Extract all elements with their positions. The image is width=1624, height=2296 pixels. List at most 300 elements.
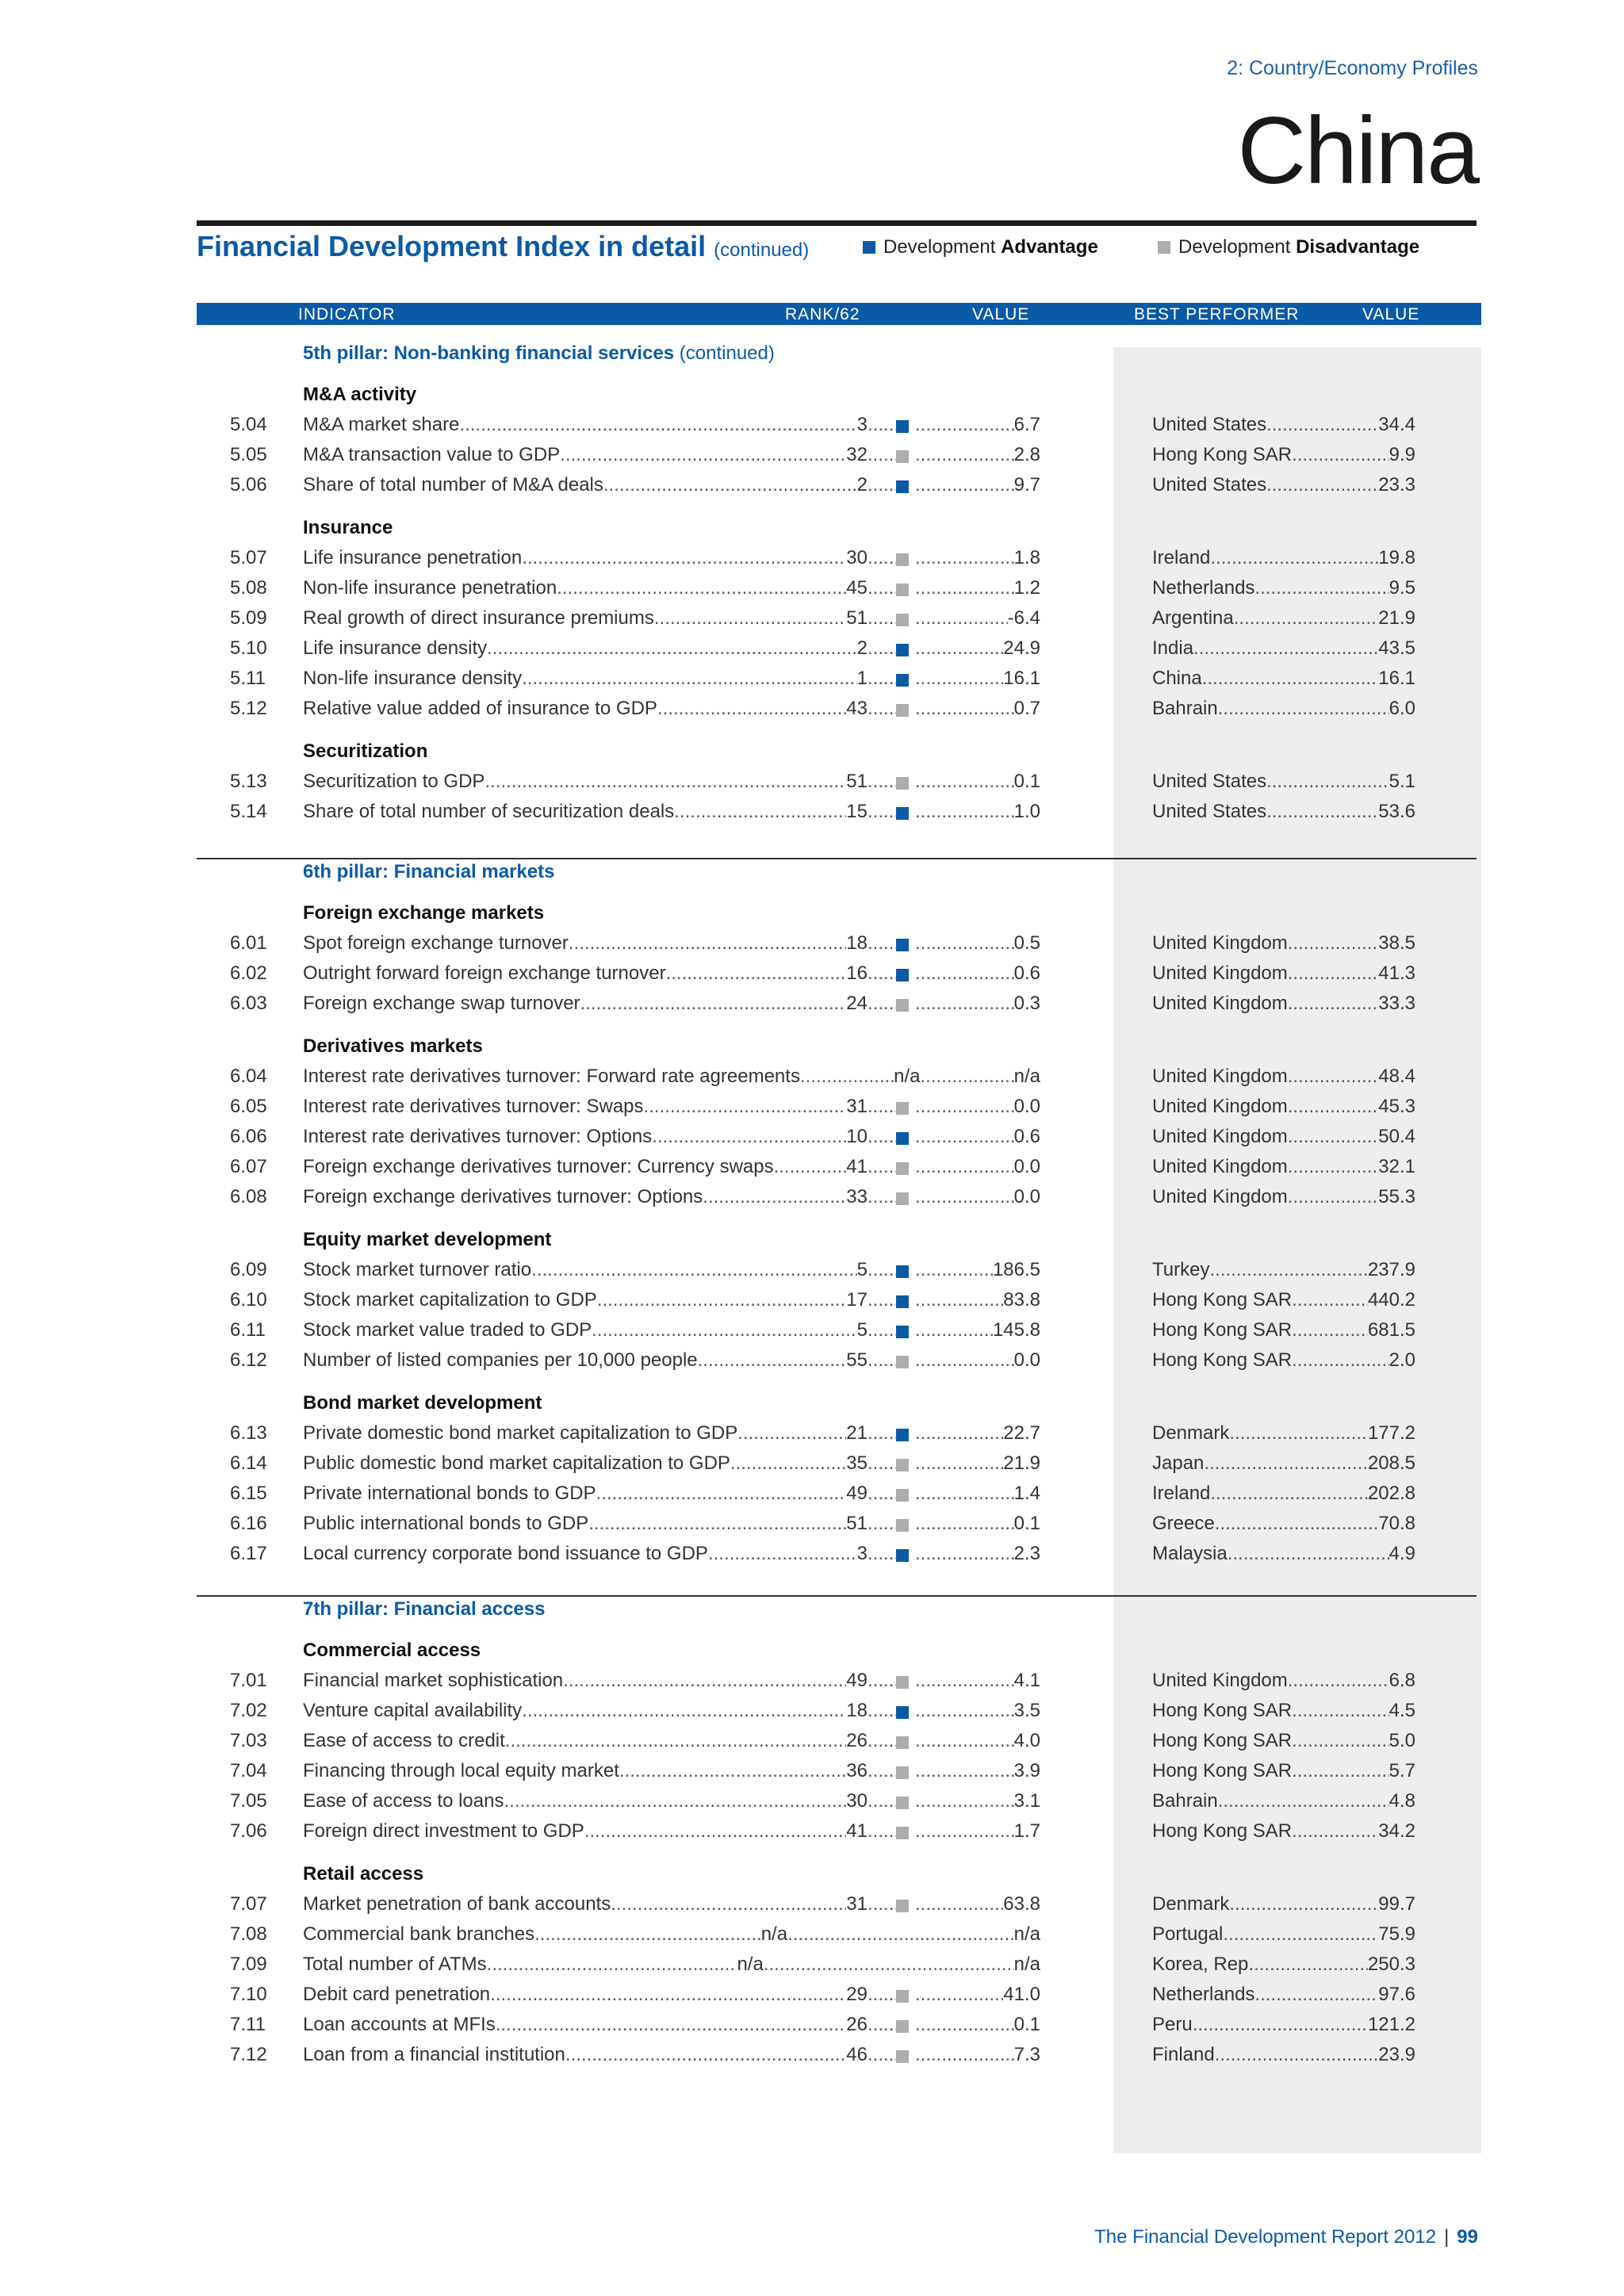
- leader-dots: [603, 474, 857, 496]
- best-performer-value: 5.1: [1388, 771, 1415, 792]
- best-performer-cell: [1152, 932, 1415, 955]
- leader-dots: [563, 1670, 846, 1692]
- header-best-performer: BEST PERFORMER: [1134, 305, 1300, 323]
- leader-dots: [868, 1893, 896, 1915]
- disadvantage-square-icon: [896, 1990, 909, 2003]
- indicator-number: 7.03: [230, 1730, 267, 1751]
- indicator-label-text: Financial market sophistication: [303, 1670, 564, 1691]
- indicator-number: 6.12: [230, 1349, 267, 1371]
- leader-dots: [1254, 1954, 1368, 1976]
- indicator-label-text: Commercial bank branches: [303, 1923, 535, 1945]
- table-row: [0, 1096, 1624, 1126]
- leader-dots: [1223, 1923, 1378, 1946]
- leader-dots: [657, 698, 846, 720]
- best-performer-name: Malaysia: [1152, 1543, 1228, 1564]
- best-performer-cell: [1152, 771, 1415, 793]
- indicator-value-cell: [915, 474, 1040, 496]
- indicator-label: [303, 1923, 1040, 1946]
- best-performer-cell: [1152, 577, 1415, 599]
- indicator-value: 2.3: [1013, 1543, 1040, 1564]
- indicator-label: [303, 1349, 868, 1372]
- best-performer-name: Denmark: [1152, 1422, 1230, 1444]
- leader-dots: [868, 1984, 896, 2006]
- indicator-value-cell: [915, 1349, 1040, 1372]
- indicator-label: [303, 1984, 868, 2006]
- best-performer-name: China: [1152, 668, 1202, 689]
- leader-dots: [1209, 1259, 1367, 1281]
- leader-dots: [459, 414, 856, 436]
- best-performer-value: 4.5: [1388, 1700, 1415, 1721]
- best-performer-value: 48.4: [1378, 1066, 1415, 1087]
- leader-dots: [654, 607, 846, 629]
- indicator-rank: 51: [846, 607, 868, 629]
- indicator-rank: 18: [846, 1700, 868, 1721]
- leader-dots: [1210, 1483, 1368, 1505]
- leader-dots: [584, 1820, 846, 1843]
- leader-dots: [1266, 801, 1378, 823]
- table-row: [0, 1790, 1624, 1820]
- leader-dots: [868, 547, 896, 569]
- best-performer-value: 208.5: [1367, 1452, 1415, 1474]
- disadvantage-square-icon: [896, 1356, 909, 1368]
- leader-dots: [565, 2044, 846, 2066]
- indicator-number: 6.08: [230, 1186, 267, 1207]
- leader-dots: [915, 1893, 1003, 1915]
- table-row: [0, 1543, 1624, 1573]
- best-performer-cell: [1152, 1760, 1415, 1782]
- indicator-label-text: Public international bonds to GDP: [303, 1513, 589, 1534]
- leader-dots: [666, 962, 847, 985]
- best-performer-cell: [1152, 1923, 1415, 1946]
- disadvantage-square-icon: [896, 553, 909, 566]
- indicator-label: [303, 1259, 868, 1281]
- indicator-label: [303, 1700, 868, 1722]
- indicator-label-text: Foreign exchange derivatives turnover: Options: [303, 1186, 703, 1207]
- leader-dots: [915, 577, 1014, 599]
- indicator-rank: 21: [846, 1422, 868, 1444]
- indicator-label-text: Securitization to GDP: [303, 771, 485, 792]
- best-performer-cell: [1152, 414, 1415, 436]
- indicator-rank: 18: [846, 932, 868, 954]
- indicator-label-text: M&A transaction value to GDP: [303, 444, 561, 465]
- best-performer-cell: [1152, 1984, 1415, 2006]
- leader-dots: [596, 1483, 847, 1505]
- indicator-label: [303, 1483, 868, 1505]
- legend-advantage-word: Advantage: [1001, 236, 1098, 258]
- indicator-value: 0.6: [1013, 1126, 1040, 1147]
- best-performer-value: 250.3: [1367, 1954, 1415, 1975]
- indicator-label-text: Spot foreign exchange turnover: [303, 932, 569, 954]
- table-row: [0, 1126, 1624, 1156]
- indicator-number: 7.04: [230, 1760, 267, 1781]
- indicator-label-text: Loan accounts at MFIs: [303, 2014, 496, 2035]
- indicator-value-cell: [915, 962, 1040, 985]
- leader-dots: [868, 1820, 896, 1843]
- indicator-rank: 55: [846, 1349, 868, 1371]
- leader-dots: [1254, 1984, 1378, 2006]
- indicator-label: [303, 801, 868, 823]
- indicator-label: [303, 1954, 1040, 1976]
- indicator-label: [303, 2044, 868, 2066]
- table-row: [0, 474, 1624, 504]
- indicator-value: 1.4: [1013, 1483, 1040, 1504]
- indicator-label: [303, 1670, 868, 1692]
- indicator-value-cell: [915, 932, 1040, 955]
- leader-dots: [504, 1790, 846, 1812]
- best-performer-name: Portugal: [1152, 1923, 1224, 1945]
- indicator-value-cell: [915, 1156, 1040, 1178]
- indicator-label-text: Foreign direct investment to GDP: [303, 1820, 584, 1842]
- leader-dots: [915, 1349, 1014, 1372]
- indicator-value: 4.0: [1013, 1730, 1040, 1751]
- best-performer-name: United Kingdom: [1152, 1066, 1288, 1087]
- leader-dots: [915, 1186, 1014, 1208]
- leader-dots: [557, 577, 846, 599]
- indicator-rank: 5: [856, 1319, 868, 1341]
- leader-dots: [1228, 1543, 1389, 1565]
- table-row: [0, 1483, 1624, 1513]
- table-row: [0, 1289, 1624, 1319]
- table-row: [0, 2044, 1624, 2074]
- best-performer-cell: [1152, 2044, 1415, 2066]
- leader-dots: [915, 1670, 1014, 1692]
- indicator-rank: 45: [846, 577, 868, 599]
- page-title-text: Financial Development Index in detail: [197, 230, 707, 262]
- leader-dots: [1266, 474, 1378, 496]
- best-performer-value: 177.2: [1367, 1422, 1415, 1444]
- leader-dots: [1288, 932, 1379, 955]
- best-performer-cell: [1152, 1126, 1415, 1148]
- indicator-label: [303, 771, 868, 793]
- indicator-rank: 26: [846, 2014, 868, 2035]
- advantage-square-icon: [896, 480, 909, 493]
- indicator-value: 0.1: [1013, 2014, 1040, 2035]
- table-row: [0, 932, 1624, 962]
- best-performer-name: Korea, Rep.: [1152, 1954, 1254, 1975]
- leader-dots: [764, 1954, 1014, 1976]
- indicator-number: 6.05: [230, 1096, 267, 1117]
- indicator-number: 5.10: [230, 637, 267, 659]
- indicator-value: 0.0: [1013, 1096, 1040, 1117]
- leader-dots: [487, 1954, 737, 1976]
- pillar-title: [303, 861, 554, 883]
- leader-dots: [868, 1186, 896, 1208]
- group-title: Derivatives markets: [303, 1035, 483, 1057]
- best-performer-value: 121.2: [1367, 2014, 1415, 2035]
- best-performer-name: Hong Kong SAR: [1152, 444, 1293, 465]
- leader-dots: [1288, 1186, 1379, 1208]
- header-best-value: VALUE: [1362, 305, 1420, 323]
- leader-dots: [915, 1126, 1014, 1148]
- leader-dots: [487, 637, 857, 660]
- indicator-label-text: Share of total number of securitization deals: [303, 801, 675, 822]
- indicator-rank: 26: [846, 1730, 868, 1751]
- leader-dots: [915, 698, 1014, 720]
- leader-dots: [915, 1156, 1014, 1178]
- leader-dots: [868, 444, 896, 466]
- leader-dots: [708, 1543, 857, 1565]
- indicator-number: 7.08: [230, 1923, 267, 1945]
- indicator-label: [303, 1319, 868, 1341]
- indicator-rank: 3: [856, 414, 868, 435]
- indicator-number: 5.09: [230, 607, 267, 629]
- disadvantage-square-icon: [896, 1736, 909, 1749]
- best-performer-name: United Kingdom: [1152, 1126, 1288, 1147]
- best-performer-value: 41.3: [1378, 962, 1415, 984]
- disadvantage-square-icon: [896, 2050, 909, 2063]
- indicator-number: 6.01: [230, 932, 267, 954]
- best-performer-name: Greece: [1152, 1513, 1215, 1534]
- indicator-rank: 49: [846, 1483, 868, 1504]
- indicator-rank: 29: [846, 1984, 868, 2005]
- indicator-value: 24.9: [1003, 637, 1040, 659]
- advantage-square-icon: [896, 969, 909, 982]
- indicator-value: 41.0: [1003, 1984, 1040, 2005]
- indicator-value-cell: [915, 1319, 1040, 1341]
- leader-dots: [868, 577, 896, 599]
- leader-dots: [597, 1289, 846, 1311]
- indicator-label: [303, 1513, 868, 1535]
- indicator-label: [303, 1790, 868, 1812]
- indicator-value: 16.1: [1003, 668, 1040, 689]
- indicator-label-text: Outright forward foreign exchange turnover: [303, 962, 666, 984]
- advantage-square-icon: [896, 1132, 909, 1145]
- best-performer-cell: [1152, 637, 1415, 660]
- leader-dots: [915, 607, 1008, 629]
- best-performer-name: United Kingdom: [1152, 993, 1288, 1014]
- best-performer-name: Hong Kong SAR: [1152, 1820, 1293, 1842]
- best-performer-cell: [1152, 1259, 1415, 1281]
- best-performer-name: Argentina: [1152, 607, 1234, 629]
- indicator-value-cell: [915, 1452, 1040, 1475]
- header-indicator: INDICATOR: [298, 305, 396, 323]
- best-performer-cell: [1152, 444, 1415, 466]
- indicator-value-cell: [915, 771, 1040, 793]
- disadvantage-square-icon: [896, 1676, 909, 1689]
- best-performer-value: 5.7: [1388, 1760, 1415, 1781]
- pillar-title-text: 6th pillar: Financial markets: [303, 861, 555, 882]
- best-performer-cell: [1152, 1820, 1415, 1843]
- leader-dots: [868, 1349, 896, 1372]
- group-title: Commercial access: [303, 1640, 481, 1661]
- indicator-rank: 2: [856, 637, 868, 659]
- leader-dots: [915, 1730, 1014, 1752]
- group-title: Insurance: [303, 517, 393, 538]
- leader-dots: [868, 414, 896, 436]
- leader-dots: [915, 637, 1003, 660]
- indicator-value: 0.5: [1013, 932, 1040, 954]
- best-performer-name: Hong Kong SAR: [1152, 1319, 1293, 1341]
- leader-dots: [868, 2014, 896, 2036]
- indicator-label-text: Local currency corporate bond issuance to GDP: [303, 1543, 708, 1564]
- indicator-rank: 1: [856, 668, 868, 689]
- indicator-value: 3.9: [1013, 1760, 1040, 1781]
- leader-dots: [915, 1760, 1014, 1782]
- best-performer-value: 9.9: [1388, 444, 1415, 465]
- leader-dots: [1202, 668, 1379, 690]
- indicator-number: 7.01: [230, 1670, 267, 1691]
- leader-dots: [868, 993, 896, 1015]
- indicator-value-cell: [915, 2044, 1040, 2066]
- best-performer-name: Netherlands: [1152, 1984, 1255, 2005]
- leader-dots: [915, 1289, 1003, 1311]
- leader-dots: [915, 2044, 1014, 2066]
- group-title: Foreign exchange markets: [303, 902, 545, 924]
- indicator-number: 5.11: [230, 668, 266, 689]
- leader-dots: [1292, 444, 1389, 466]
- leader-dots: [868, 1289, 896, 1311]
- disadvantage-square-icon: [896, 704, 909, 717]
- table-row: [0, 1259, 1624, 1289]
- indicator-rank: n/a: [760, 1923, 788, 1945]
- indicator-number: 7.12: [230, 2044, 267, 2065]
- table-row: [0, 1893, 1624, 1923]
- best-performer-name: United Kingdom: [1152, 932, 1288, 954]
- indicator-label-text: Financing through local equity market: [303, 1760, 619, 1781]
- indicator-value-cell: [915, 698, 1040, 720]
- leader-dots: [1288, 1096, 1379, 1118]
- leader-dots: [1229, 1893, 1378, 1915]
- indicator-rank: 51: [846, 1513, 868, 1534]
- leader-dots: [698, 1349, 847, 1372]
- leader-dots: [531, 1259, 857, 1281]
- leader-dots: [505, 1730, 847, 1752]
- best-performer-cell: [1152, 1452, 1415, 1475]
- advantage-square-icon: [896, 1429, 909, 1441]
- indicator-label-text: Interest rate derivatives turnover: Forward rate agreements: [303, 1066, 800, 1087]
- indicator-value-cell: [915, 1513, 1040, 1535]
- leader-dots: [915, 1984, 1003, 2006]
- leader-dots: [868, 932, 896, 955]
- best-performer-cell: [1152, 1543, 1415, 1565]
- table-row: [0, 1513, 1624, 1543]
- best-performer-cell: [1152, 1349, 1415, 1372]
- indicator-label: [303, 474, 868, 496]
- disadvantage-square-icon: [896, 1519, 909, 1532]
- indicator-label: [303, 1289, 868, 1311]
- indicator-number: 5.08: [230, 577, 267, 599]
- indicator-value: 9.7: [1013, 474, 1040, 496]
- indicator-label-text: Ease of access to credit: [303, 1730, 505, 1751]
- disadvantage-square-icon: [896, 1766, 909, 1779]
- best-performer-name: United States: [1152, 474, 1267, 496]
- leader-dots: [915, 668, 1003, 690]
- disadvantage-square-icon: [896, 450, 909, 463]
- leader-dots: [1204, 1452, 1368, 1475]
- indicator-number: 6.06: [230, 1126, 267, 1147]
- indicator-number: 6.09: [230, 1259, 267, 1280]
- indicator-value: 1.2: [1013, 577, 1040, 599]
- indicator-rank: n/a: [894, 1066, 921, 1087]
- leader-dots: [652, 1126, 846, 1148]
- table-row: [0, 1954, 1624, 1984]
- indicator-number: 5.06: [230, 474, 267, 496]
- indicator-value: 7.3: [1013, 2044, 1040, 2065]
- best-performer-cell: [1152, 698, 1415, 720]
- indicator-value-cell: [915, 1820, 1040, 1843]
- leader-dots: [1266, 771, 1389, 793]
- best-performer-cell: [1152, 668, 1415, 690]
- best-performer-value: 21.9: [1378, 607, 1415, 629]
- disadvantage-square-icon: [896, 1459, 909, 1471]
- best-performer-cell: [1152, 1513, 1415, 1535]
- indicator-number: 7.02: [230, 1700, 267, 1721]
- indicator-rank: 41: [846, 1156, 868, 1177]
- indicator-rank: 43: [846, 698, 868, 719]
- page-number: 99: [1457, 2226, 1478, 2248]
- pillar-title: [303, 1598, 545, 1621]
- best-performer-name: United Kingdom: [1152, 1096, 1288, 1117]
- indicator-value-cell: [915, 668, 1040, 690]
- best-performer-name: Hong Kong SAR: [1152, 1730, 1293, 1751]
- indicator-number: 5.05: [230, 444, 267, 465]
- best-performer-name: Hong Kong SAR: [1152, 1760, 1293, 1781]
- leader-dots: [619, 1760, 846, 1782]
- best-performer-cell: [1152, 547, 1415, 569]
- indicator-value-cell: [915, 1259, 1040, 1281]
- leader-dots: [1288, 1066, 1379, 1088]
- best-performer-cell: [1152, 1730, 1415, 1752]
- indicator-number: 6.14: [230, 1452, 267, 1474]
- indicator-label-text: Real growth of direct insurance premiums: [303, 607, 654, 629]
- advantage-square-icon: [896, 674, 909, 687]
- table-row: [0, 1156, 1624, 1186]
- indicator-value: 63.8: [1003, 1893, 1040, 1915]
- best-performer-value: 6.8: [1388, 1670, 1415, 1691]
- indicator-label: [303, 1422, 868, 1445]
- leader-dots: [915, 771, 1014, 793]
- indicator-rank: 51: [846, 771, 868, 792]
- leader-dots: [522, 547, 846, 569]
- indicator-label-text: Non-life insurance density: [303, 668, 523, 689]
- indicator-number: 5.14: [230, 801, 267, 822]
- leader-dots: [868, 607, 896, 629]
- best-performer-value: 45.3: [1378, 1096, 1415, 1117]
- leader-dots: [1266, 414, 1378, 436]
- best-performer-cell: [1152, 1319, 1415, 1341]
- indicator-value: 0.0: [1013, 1156, 1040, 1177]
- leader-dots: [915, 1259, 993, 1281]
- indicator-value-cell: [915, 1893, 1040, 1915]
- indicator-number: 6.07: [230, 1156, 267, 1177]
- leader-dots: [868, 801, 896, 823]
- best-performer-name: United States: [1152, 414, 1267, 435]
- leader-dots: [1193, 2014, 1368, 2036]
- best-performer-name: Ireland: [1152, 547, 1211, 568]
- pillar-title-suffix: (continued): [679, 342, 775, 364]
- indicator-value-cell: [915, 547, 1040, 569]
- best-performer-value: 34.2: [1378, 1820, 1415, 1842]
- leader-dots: [915, 444, 1014, 466]
- best-performer-cell: [1152, 1670, 1415, 1692]
- leader-dots: [915, 414, 1014, 436]
- best-performer-name: Turkey: [1152, 1259, 1210, 1280]
- best-performer-value: 681.5: [1367, 1319, 1415, 1341]
- indicator-label: [303, 1156, 868, 1178]
- advantage-square-icon: [896, 939, 909, 951]
- leader-dots: [915, 547, 1014, 569]
- indicator-number: 6.16: [230, 1513, 267, 1534]
- leader-dots: [737, 1422, 846, 1445]
- indicator-rank: 3: [856, 1543, 868, 1564]
- disadvantage-square-icon: [896, 1827, 909, 1839]
- leader-dots: [1210, 547, 1378, 569]
- indicator-label-text: Total number of ATMs: [303, 1954, 487, 1975]
- leader-dots: [1292, 1820, 1378, 1843]
- best-performer-name: Netherlands: [1152, 577, 1255, 599]
- best-performer-name: Finland: [1152, 2044, 1215, 2065]
- best-performer-value: 5.0: [1388, 1730, 1415, 1751]
